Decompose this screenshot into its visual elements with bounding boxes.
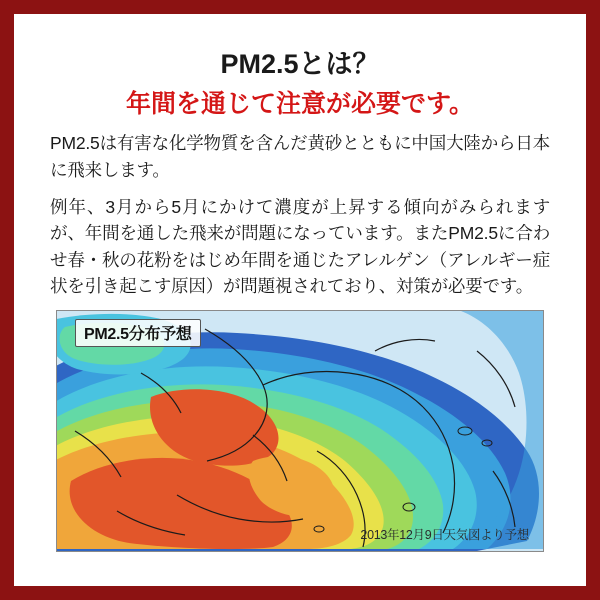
paragraph-text: PM2.5は有害な化学物質を含んだ黄砂とともに中国大陸から日本に飛来します。 xyxy=(50,133,550,181)
map-graphic xyxy=(57,311,543,551)
paragraph-text: 例年、3月から5月にかけて濃度が上昇する傾向がみられますが、年間を通した飛来が問題になっています。またPM2.5に合わせ春・秋の花粉をはじめ年間を通じたアレルゲン（アレルギー症状を引き起こす原因）が問題視されており、対策が必要です。 xyxy=(50,196,550,297)
map-title-label: PM2.5分布予想 xyxy=(75,319,201,347)
page-title: PM2.5とは？ xyxy=(220,49,380,79)
pm25-distribution-map xyxy=(56,310,544,552)
map-credit-text: 2013年12月9日天気図より予想 xyxy=(360,528,529,542)
body-paragraph-1 xyxy=(50,130,550,183)
page-subtitle: 年間を通じて注意が必要です。 xyxy=(125,89,474,118)
info-card xyxy=(26,26,574,574)
body-paragraph-2 xyxy=(50,194,550,300)
